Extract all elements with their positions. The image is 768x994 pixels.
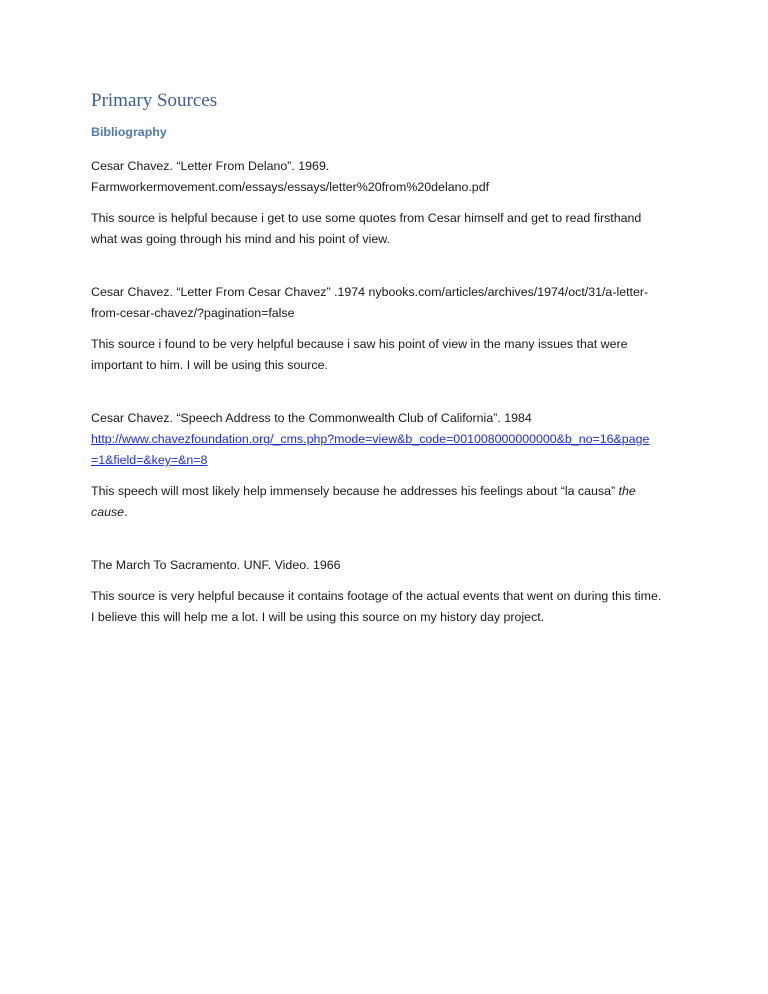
citation-text: from-cesar-chavez/?pagination=false [91, 306, 295, 320]
citation-text: Cesar Chavez. “Letter From Cesar Chavez” .1974 nybooks.com/articles/archives/1974/oct/31/a-letter- [91, 285, 649, 299]
annotation-text: This source i found to be very helpful because i saw his point of view in the many issues that were [91, 337, 628, 351]
source-link-continued[interactable]: =1&field=&key=&n=8 [91, 453, 208, 467]
citation-entry-4 [91, 555, 691, 576]
annotation-text: This speech will most likely help immensely because he addresses his feelings about “la causa” [91, 484, 619, 498]
document-content [91, 88, 691, 638]
annotation-italic: cause [91, 505, 125, 519]
citation-text: Cesar Chavez. “Letter From Delano”. 1969. [91, 159, 330, 173]
annotation-text: I believe this will help me a lot. I will be using this source on my history day project. [91, 610, 545, 624]
annotation-text: what was going through his mind and his point of view. [91, 232, 390, 246]
citation-text: Farmworkermovement.com/essays/essays/letter%20from%20delano.pdf [91, 180, 490, 194]
section-heading: Bibliography [91, 125, 167, 139]
annotation-italic: the [618, 484, 636, 498]
citation-entry-3 [91, 408, 691, 471]
citation-entry-1 [91, 156, 691, 198]
annotation-text: This source is helpful because i get to use some quotes from Cesar himself and get to read firsthand [91, 211, 642, 225]
citation-text: Cesar Chavez. “Speech Address to the Commonwealth Club of California”. 1984 [91, 411, 532, 425]
source-link[interactable]: http://www.chavezfoundation.org/_cms.php?mode=view&b_code=001008000000000&b_no=16&page [91, 432, 650, 446]
citation-entry-2 [91, 282, 691, 324]
annotation-3 [91, 481, 691, 523]
citation-text: The March To Sacramento. UNF. Video. 1966 [91, 558, 341, 572]
annotation-text: important to him. I will be using this source. [91, 358, 328, 372]
annotation-4 [91, 586, 691, 628]
annotation-text: . [124, 505, 128, 519]
annotation-1 [91, 208, 691, 250]
annotation-text: This source is very helpful because it contains footage of the actual events that went on during this time. [91, 589, 662, 603]
page-title: Primary Sources [91, 90, 218, 111]
annotation-2 [91, 334, 691, 376]
